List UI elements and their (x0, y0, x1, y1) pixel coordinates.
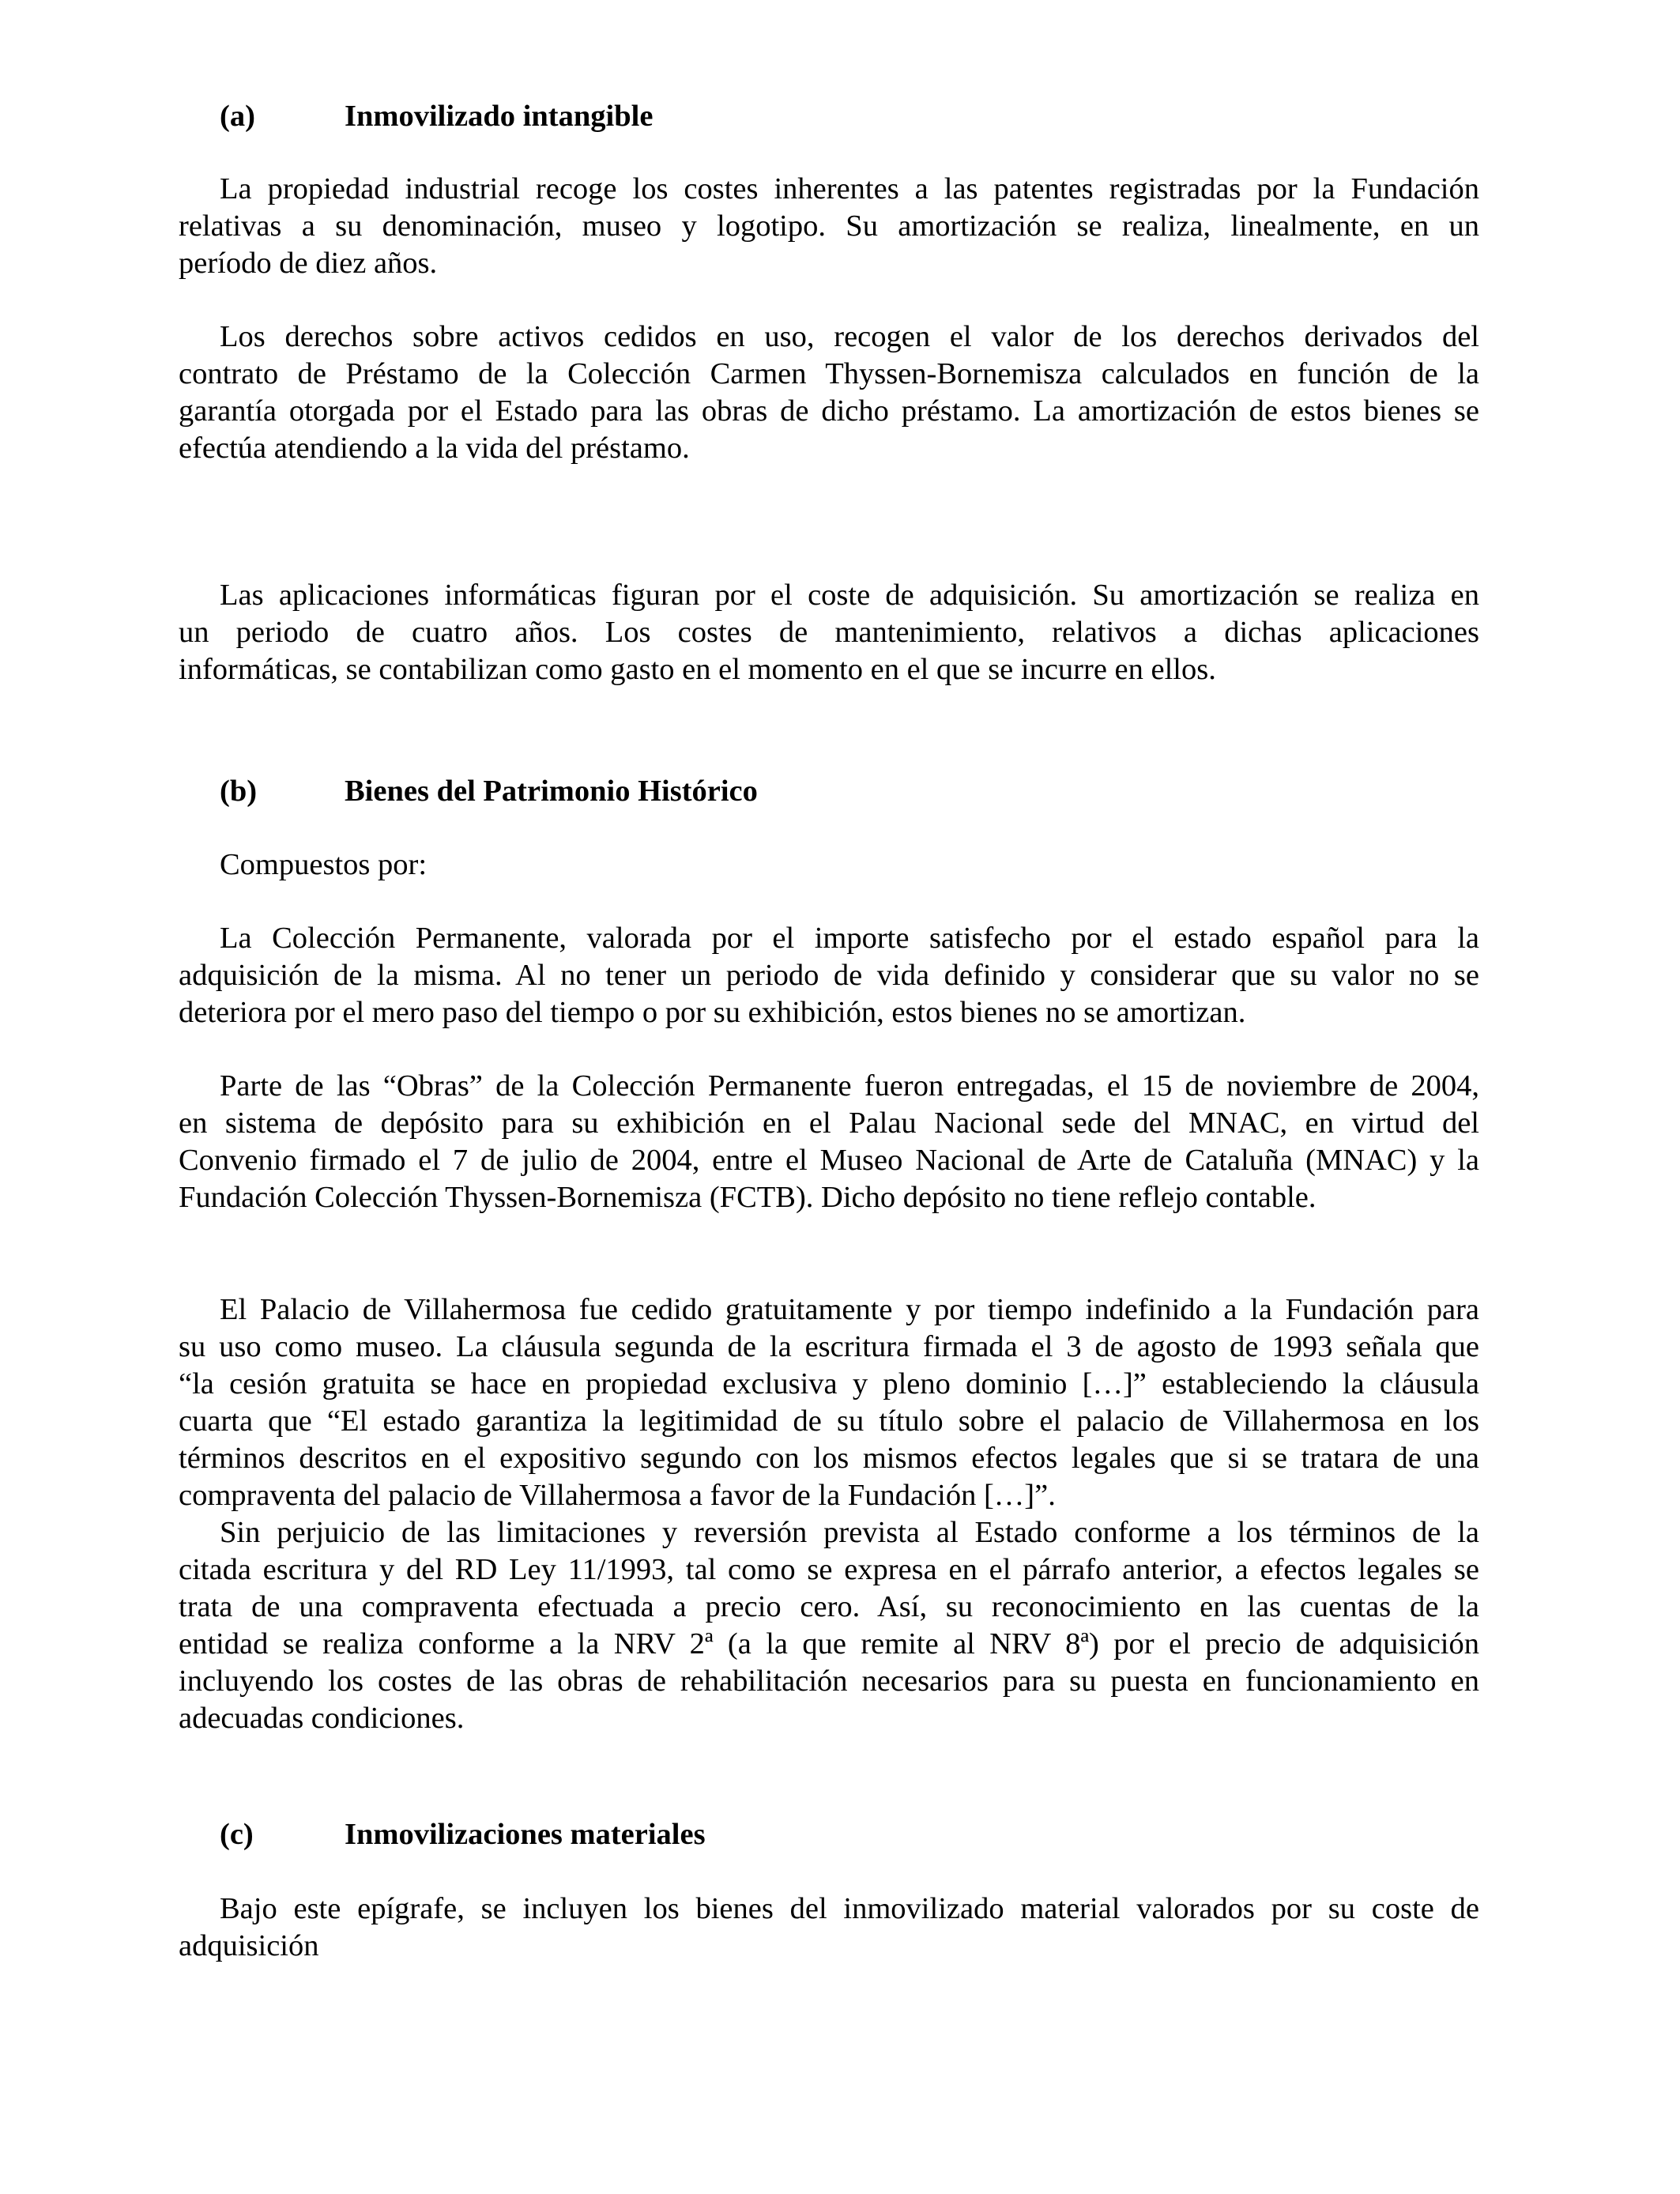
section-b-paragraph-4 (179, 1514, 1479, 1737)
paragraph-line: deteriora por el mero paso del tiempo o por su exhibición, estos bienes no se amortizan. (179, 996, 1246, 1029)
paragraph-line: compraventa del palacio de Villahermosa a favor de la Fundación […]”. (179, 1479, 1056, 1512)
section-a-paragraph-3 (179, 577, 1479, 688)
paragraph-line: Las aplicaciones informáticas figuran por el coste de adquisición. Su amortización se realiza en (220, 579, 1479, 612)
paragraph-line: La Colección Permanente, valorada por el importe satisfecho por el estado español para la (220, 922, 1479, 955)
paragraph-line: entidad se realiza conforme a la NRV 2ª (a la que remite al NRV 8ª) por el precio de adquisición (179, 1627, 1479, 1661)
paragraph-line: El Palacio de Villahermosa fue cedido gratuitamente y por tiempo indefinido a la Fundación para (220, 1293, 1479, 1326)
paragraph-line: contrato de Préstamo de la Colección Carmen Thyssen-Bornemisza calculados en función de la (179, 357, 1479, 390)
section-b-intro (179, 846, 1479, 884)
section-b-title: Bienes del Patrimonio Histórico (345, 775, 758, 808)
paragraph-line: cuarta que “El estado garantiza la legitimidad de su título sobre el palacio de Villahermosa en los (179, 1404, 1479, 1438)
paragraph-line: adquisición (179, 1929, 319, 1962)
section-b-heading (220, 773, 758, 810)
paragraph-line: Compuestos por: (220, 848, 428, 881)
section-b-label: (b) (220, 775, 258, 808)
paragraph-line: Convenio firmado el 7 de julio de 2004, entre el Museo Nacional de Arte de Cataluña (MNAC) y la (179, 1144, 1479, 1177)
section-a-paragraph-2 (179, 319, 1479, 467)
paragraph-line: términos descritos en el expositivo segundo con los mismos efectos legales que si se tratara de una (179, 1442, 1479, 1475)
paragraph-line: informáticas, se contabilizan como gasto en el momento en el que se incurre en ellos. (179, 653, 1216, 686)
section-b-paragraph-3 (179, 1291, 1479, 1514)
section-a-paragraph-1 (179, 171, 1479, 282)
paragraph-line: adquisición de la misma. Al no tener un periodo de vida definido y considerar que su valor no se (179, 959, 1479, 992)
paragraph-line: Fundación Colección Thyssen-Bornemisza (FCTB). Dicho depósito no tiene reflejo contable. (179, 1181, 1317, 1214)
section-a-title: Inmovilizado intangible (345, 100, 654, 133)
paragraph-line: Los derechos sobre activos cedidos en uso, recogen el valor de los derechos derivados del (220, 320, 1479, 353)
paragraph-line: Parte de las “Obras” de la Colección Permanente fueron entregadas, el 15 de noviembre de 2004, (220, 1069, 1479, 1103)
paragraph-line: citada escritura y del RD Ley 11/1993, tal como se expresa en el párrafo anterior, a efectos legales se (179, 1553, 1479, 1586)
paragraph-line: garantía otorgada por el Estado para las obras de dicho préstamo. La amortización de estos bienes se (179, 394, 1479, 428)
section-c-paragraph-1 (179, 1891, 1479, 1965)
paragraph-line: su uso como museo. La cláusula segunda de la escritura firmada el 3 de agosto de 1993 señala que (179, 1330, 1479, 1363)
section-b-paragraph-1 (179, 920, 1479, 1031)
paragraph-line: efectúa atendiendo a la vida del préstamo. (179, 432, 690, 465)
paragraph-line: incluyendo los costes de las obras de rehabilitación necesarios para su puesta en funcionamiento en (179, 1664, 1479, 1698)
paragraph-line: Sin perjuicio de las limitaciones y reversión prevista al Estado conforme a los términos de la (220, 1516, 1479, 1549)
section-c-label: (c) (220, 1818, 254, 1851)
paragraph-line: Bajo este epígrafe, se incluyen los bienes del inmovilizado material valorados por su coste de (220, 1892, 1479, 1925)
section-a-heading (220, 98, 653, 135)
paragraph-line: “la cesión gratuita se hace en propiedad exclusiva y pleno dominio […]” estableciendo la cláusula (179, 1367, 1479, 1400)
paragraph-line: un periodo de cuatro años. Los costes de mantenimiento, relativos a dichas aplicaciones (179, 616, 1479, 649)
paragraph-line: período de diez años. (179, 247, 438, 280)
paragraph-line: en sistema de depósito para su exhibición en el Palau Nacional sede del MNAC, en virtud del (179, 1106, 1479, 1140)
paragraph-line: trata de una compraventa efectuada a precio cero. Así, su reconocimiento en las cuentas de la (179, 1590, 1479, 1623)
paragraph-line: relativas a su denominación, museo y logotipo. Su amortización se realiza, linealmente, en un (179, 209, 1479, 243)
paragraph-line: La propiedad industrial recoge los costes inherentes a las patentes registradas por la Fundación (220, 172, 1479, 205)
section-b-paragraph-2 (179, 1068, 1479, 1216)
section-a-label: (a) (220, 100, 255, 133)
paragraph-line: adecuadas condiciones. (179, 1702, 465, 1735)
section-c-heading (220, 1816, 706, 1853)
section-c-title: Inmovilizaciones materiales (345, 1818, 706, 1851)
